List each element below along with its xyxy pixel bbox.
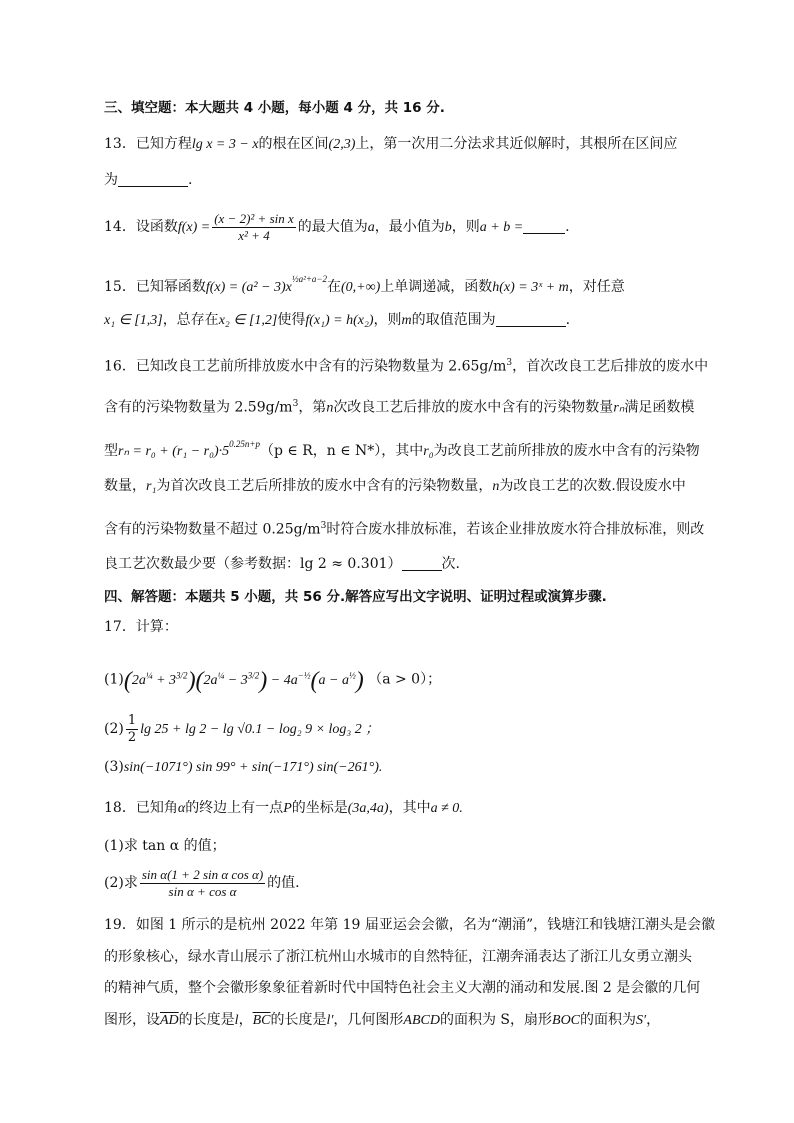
q17-part-3 — [104, 756, 704, 779]
q16-l2d: 满足函数模 — [624, 399, 695, 416]
q14-mid2: ，则 — [451, 219, 480, 235]
q19-l4c: ， — [238, 1012, 253, 1028]
question-16-line-3 — [104, 433, 704, 463]
q13-answer-blank[interactable] — [118, 172, 188, 187]
q16-l3a: 型 — [104, 443, 118, 459]
q13-interval: (2,3) — [328, 137, 356, 152]
q19-arc-AD: $\overline{AD}$ — [160, 1013, 179, 1028]
q16-r0: r₀ — [423, 444, 434, 459]
q17-p1-label: (1) — [104, 671, 124, 688]
q16-l4c: 为改良工艺的次数.假设废水中 — [499, 478, 686, 494]
question-16-line-4 — [104, 475, 704, 498]
q16-l3c: 为改良工艺前所排放的废水中含有的污染物 — [433, 443, 700, 459]
q14-denominator: x² + 4 — [238, 227, 270, 243]
q15-pre: 15．已知幂函数 — [104, 279, 206, 295]
q16-l5a: 含有的污染物数量不超过 0.25g/m — [104, 521, 321, 538]
q14-end: . — [565, 219, 570, 235]
q19-l4g: 的面积为 — [580, 1012, 637, 1028]
question-13-line-2 — [104, 169, 704, 191]
q16-l4b: 为首次改良工艺后所排放的废水中含有的污染物数量， — [156, 478, 493, 494]
q13-equation: lg x = 3 − x — [191, 137, 259, 152]
q15-l2b: ，总存在 — [162, 312, 219, 328]
question-19-line-3: 的精神气质，整个会徽形象象征着新时代中国特色社会主义大潮的涌动和发展.图 2 是会徽的几何 — [104, 980, 701, 996]
q16-n: n — [326, 400, 334, 416]
q14-numerator: (x − 2)² + sin x — [214, 210, 294, 226]
question-16-line-1 — [104, 352, 709, 378]
q19-l4b: 的长度是 — [178, 1012, 235, 1028]
q15-domain: (0,+∞) — [341, 280, 381, 295]
q14-mid: ，最小值为 — [374, 219, 445, 235]
question-13-line-1 — [104, 133, 704, 156]
q15-fx: f(x) = (a² − 3)x — [205, 280, 292, 295]
question-15-line-2 — [104, 309, 704, 332]
section-3-title: 三、填空题：本大题共 4 小题，每小题 4 分，共 16 分. — [104, 100, 445, 116]
q18-p2-denominator: sin α + cos α — [168, 883, 237, 899]
q15-mid2: 上单调递减，函数 — [380, 279, 493, 295]
q18-part-1: (1)求 tan α 的值； — [104, 838, 226, 854]
q18-l1a: 18．已知角 — [104, 800, 178, 816]
q15-mid: 在 — [327, 279, 341, 295]
q14-pre: 14．设函数 — [104, 219, 178, 235]
q16-l6a: 良工艺次数最少要（参考数据：lg 2 ≈ 0.301） — [104, 556, 402, 572]
q14-ab: a + b = — [479, 220, 524, 235]
q18-p2-label: (2)求 — [104, 875, 138, 891]
q17-p2-expression: lg 25 + lg 2 − lg √0.1 − log₂ 9 × log₃ 2 ； — [140, 722, 380, 737]
q16-cube-2: 3 — [292, 399, 299, 409]
q16-l6b: 次. — [441, 556, 460, 572]
q15-hx: h(x) = 3ˣ + m — [492, 280, 569, 295]
q15-m: m — [401, 313, 412, 328]
q15-eq: f(x₁) = h(x₂) — [305, 313, 374, 328]
q19-l4e: ，几何图形 — [333, 1012, 404, 1028]
q18-cond: a ≠ 0. — [430, 801, 463, 816]
q18-alpha: α — [177, 801, 186, 816]
q18-p2-numerator: sin α(1 + 2 sin α cos α) — [141, 866, 264, 882]
q16-l3b: （p ∈ R，n ∈ N*），其中 — [259, 443, 424, 459]
q16-n2: n — [492, 479, 500, 494]
q13-pre: 13．已知方程 — [104, 136, 192, 152]
q15-exponent: ½a²+a−2 — [291, 274, 327, 284]
q13-post: 上，第一次用二分法求其近似解时，其根所在区间应 — [355, 136, 678, 152]
q16-formula-exp: 0.25n+p — [229, 439, 260, 449]
q13-l2: 为 — [104, 172, 118, 188]
q14-fraction — [212, 211, 296, 244]
q16-l1b: ，首次改良工艺后排放的废水中 — [512, 358, 709, 375]
q19-BOC: BOC — [552, 1013, 581, 1028]
q18-p2-fraction — [140, 867, 265, 900]
q14-a: a — [367, 220, 375, 235]
q17-p2-label: (2) — [104, 721, 124, 737]
q19-l4f: 的面积为 S，扇形 — [439, 1012, 553, 1028]
q16-l5b: 时符合废水排放标准，若该企业排放废水符合排放标准，则改 — [326, 521, 705, 538]
q16-formula: rₙ = r₀ + (r₁ − r₀)·5 — [118, 444, 230, 459]
q14-answer-blank[interactable] — [523, 219, 565, 234]
question-19-line-4 — [104, 1009, 704, 1032]
q19-l4a: 图形，设 — [104, 1012, 160, 1028]
question-19-line-1: 19．如图 1 所示的是杭州 2022 年第 19 届亚运会会徽，名为“潮涌”，钱塘江和钱塘江潮头是会徽 — [104, 917, 716, 933]
question-16-line-6 — [104, 553, 704, 575]
q15-answer-blank[interactable] — [496, 312, 566, 327]
q16-cube-3: 3 — [320, 521, 327, 531]
question-16-line-2 — [104, 393, 704, 420]
q15-l2f: ，则 — [373, 312, 402, 328]
q18-l1b: 的终边上有一点 — [185, 800, 284, 816]
question-14 — [104, 210, 704, 245]
q16-l2b: ，第 — [298, 399, 327, 416]
q13-end: . — [188, 172, 193, 188]
question-19-line-2: 的形象核心，绿水青山展示了浙江杭州山水城市的自然特征，江潮奔涌表达了浙江儿女勇立潮头 — [104, 949, 692, 965]
q15-l2g: 的取值范围为 — [411, 312, 496, 328]
q17-p3-expression: sin(−1071°) sin 99° + sin(−171°) sin(−261°). — [123, 760, 383, 775]
q19-arc-BC: $\overline{BC}$ — [252, 1013, 271, 1028]
q18-coord: (3a,4a) — [347, 801, 389, 816]
q19-l4d: 的长度是 — [270, 1012, 327, 1028]
section-4-title: 四、解答题：本题共 5 小题，共 56 分.解答应写出文字说明、证明过程或演算步骤. — [104, 589, 607, 605]
q13-mid: 的根在区间 — [258, 136, 329, 152]
q16-l1a: 16．已知改良工艺前所排放废水中含有的污染物数量为 2.65g/m — [104, 358, 507, 375]
q17-part-1 — [104, 655, 704, 701]
q15-x1: x₁ ∈ [1,3] — [104, 313, 163, 328]
q16-cube-1: 3 — [506, 358, 513, 368]
q17-p2-half: $\frac{1}{2}$ — [127, 712, 137, 745]
q19-l-prime: l′ — [326, 1013, 334, 1028]
q18-part-2 — [104, 866, 704, 900]
q17-p1-condition: （a > 0）； — [368, 671, 442, 688]
q14-post: 的最大值为 — [297, 219, 368, 235]
q17-p3-label: (3) — [104, 759, 124, 775]
q16-rn: rₙ — [613, 400, 625, 416]
q16-r1: r₁ — [146, 479, 157, 494]
q15-l2d: 使得 — [277, 312, 306, 328]
q18-l1d: ，其中 — [388, 800, 431, 816]
q16-l2c: 次改良工艺后排放的废水中含有的污染物数量 — [333, 399, 614, 416]
q16-l2a: 含有的污染物数量为 2.59g/m — [104, 399, 293, 416]
q19-l4h: ， — [646, 1012, 661, 1028]
question-16-line-5 — [104, 515, 704, 541]
q19-l: l — [234, 1013, 239, 1028]
q18-P: P — [283, 801, 292, 816]
question-17-title: 17．计算： — [104, 619, 178, 635]
question-15-line-1 — [104, 268, 704, 299]
q15-end: . — [565, 312, 571, 328]
q19-S-prime: S′ — [636, 1013, 647, 1028]
q17-part-2 — [104, 712, 704, 747]
q16-l4a: 数量， — [104, 478, 146, 494]
q15-post: ，对任意 — [568, 279, 625, 295]
q17-p1-expression: $(2a^{\frac{1}{4}} + 3^{3/2})(2a^{\frac{1}{4}} - 3^{3/2}) - 4a^{-\frac{1}{2}}(a - a^{\frac{1}{2}})$ — [123, 667, 364, 694]
question-18-line-1 — [104, 797, 704, 820]
q18-p2-end: 的值. — [267, 875, 300, 891]
q16-answer-blank[interactable] — [402, 556, 442, 571]
q19-ABCD: ABCD — [403, 1013, 440, 1028]
q14-b: b — [444, 220, 452, 235]
q18-l1c: 的坐标是 — [291, 800, 348, 816]
q15-x2: x₂ ∈ [1,2] — [218, 313, 278, 328]
q14-fx: f(x) = — [177, 220, 211, 235]
